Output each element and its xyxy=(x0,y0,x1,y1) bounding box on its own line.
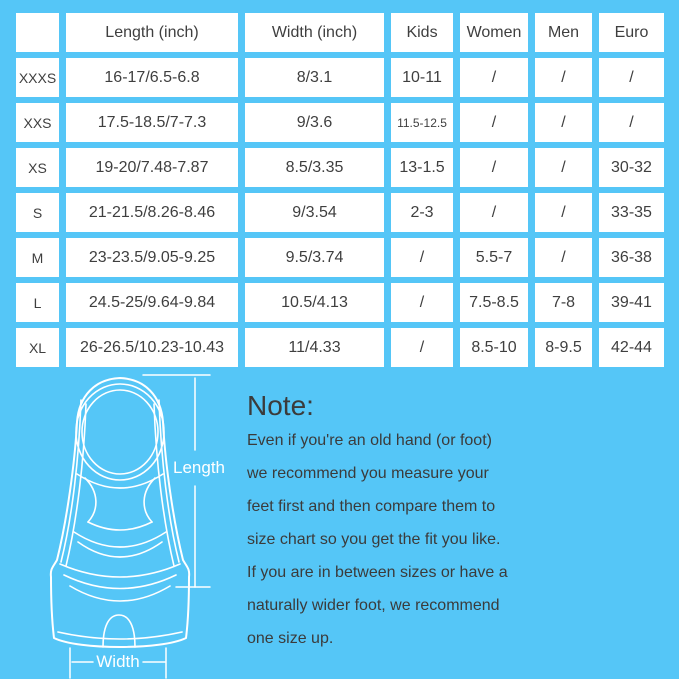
size-label: L xyxy=(16,283,59,322)
kids-value: 10-11 xyxy=(391,58,453,97)
length-measure-label: Length xyxy=(173,458,225,477)
kids-value: / xyxy=(391,328,453,367)
women-value: 8.5-10 xyxy=(460,328,528,367)
header-women: Women xyxy=(460,13,528,52)
men-value: / xyxy=(535,103,592,142)
length-value: 21-21.5/8.26-8.46 xyxy=(66,193,238,232)
men-value: / xyxy=(535,238,592,277)
width-value: 8.5/3.35 xyxy=(245,148,384,187)
kids-value: 13-1.5 xyxy=(391,148,453,187)
men-value: 8-9.5 xyxy=(535,328,592,367)
women-value: / xyxy=(460,58,528,97)
note-line: If you are in between sizes or have a xyxy=(247,564,508,581)
note-line: one size up. xyxy=(247,630,334,647)
width-value: 9.5/3.74 xyxy=(245,238,384,277)
width-value: 10.5/4.13 xyxy=(245,283,384,322)
euro-value: / xyxy=(599,58,664,97)
note-line: we recommend you measure your xyxy=(247,465,489,482)
men-value: / xyxy=(535,148,592,187)
header-length: Length (inch) xyxy=(66,13,238,52)
women-value: 7.5-8.5 xyxy=(460,283,528,322)
euro-value: 39-41 xyxy=(599,283,664,322)
header-men: Men xyxy=(535,13,592,52)
size-label: M xyxy=(16,238,59,277)
note-line: naturally wider foot, we recommend xyxy=(247,597,500,614)
euro-value: 36-38 xyxy=(599,238,664,277)
size-label: XXS xyxy=(16,103,59,142)
length-value: 16-17/6.5-6.8 xyxy=(66,58,238,97)
note-title: Note: xyxy=(247,390,314,421)
fin-diagram xyxy=(0,370,240,679)
euro-value: 42-44 xyxy=(599,328,664,367)
width-value: 9/3.54 xyxy=(245,193,384,232)
header-blank xyxy=(16,13,59,52)
men-value: / xyxy=(535,193,592,232)
width-value: 11/4.33 xyxy=(245,328,384,367)
length-value: 26-26.5/10.23-10.43 xyxy=(66,328,238,367)
toe-opening-outer xyxy=(76,384,164,480)
width-measure-label: Width xyxy=(96,652,140,671)
kids-value: 11.5-12.5 xyxy=(391,103,453,142)
length-value: 19-20/7.48-7.87 xyxy=(66,148,238,187)
header-width: Width (inch) xyxy=(245,13,384,52)
width-value: 9/3.6 xyxy=(245,103,384,142)
women-value: / xyxy=(460,103,528,142)
kids-value: / xyxy=(391,283,453,322)
women-value: 5.5-7 xyxy=(460,238,528,277)
heel-arch xyxy=(103,615,135,647)
size-label: S xyxy=(16,193,59,232)
size-label: XXXS xyxy=(16,58,59,97)
euro-value: / xyxy=(599,103,664,142)
note-line: size chart so you get the fit you like. xyxy=(247,531,501,548)
header-euro: Euro xyxy=(599,13,664,52)
kids-value: 2-3 xyxy=(391,193,453,232)
length-value: 17.5-18.5/7-7.3 xyxy=(66,103,238,142)
toe-opening-inner xyxy=(82,390,158,474)
note-line: Even if you're an old hand (or foot) xyxy=(247,432,492,449)
size-label: XS xyxy=(16,148,59,187)
men-value: 7-8 xyxy=(535,283,592,322)
euro-value: 33-35 xyxy=(599,193,664,232)
size-chart-table xyxy=(16,13,664,367)
men-value: / xyxy=(535,58,592,97)
note-section xyxy=(247,390,508,655)
size-label: XL xyxy=(16,328,59,367)
length-value: 24.5-25/9.64-9.84 xyxy=(66,283,238,322)
length-value: 23-23.5/9.05-9.25 xyxy=(66,238,238,277)
euro-value: 30-32 xyxy=(599,148,664,187)
note-line: feet first and then compare them to xyxy=(247,498,496,515)
kids-value: / xyxy=(391,238,453,277)
women-value: / xyxy=(460,148,528,187)
width-value: 8/3.1 xyxy=(245,58,384,97)
women-value: / xyxy=(460,193,528,232)
header-kids: Kids xyxy=(391,13,453,52)
